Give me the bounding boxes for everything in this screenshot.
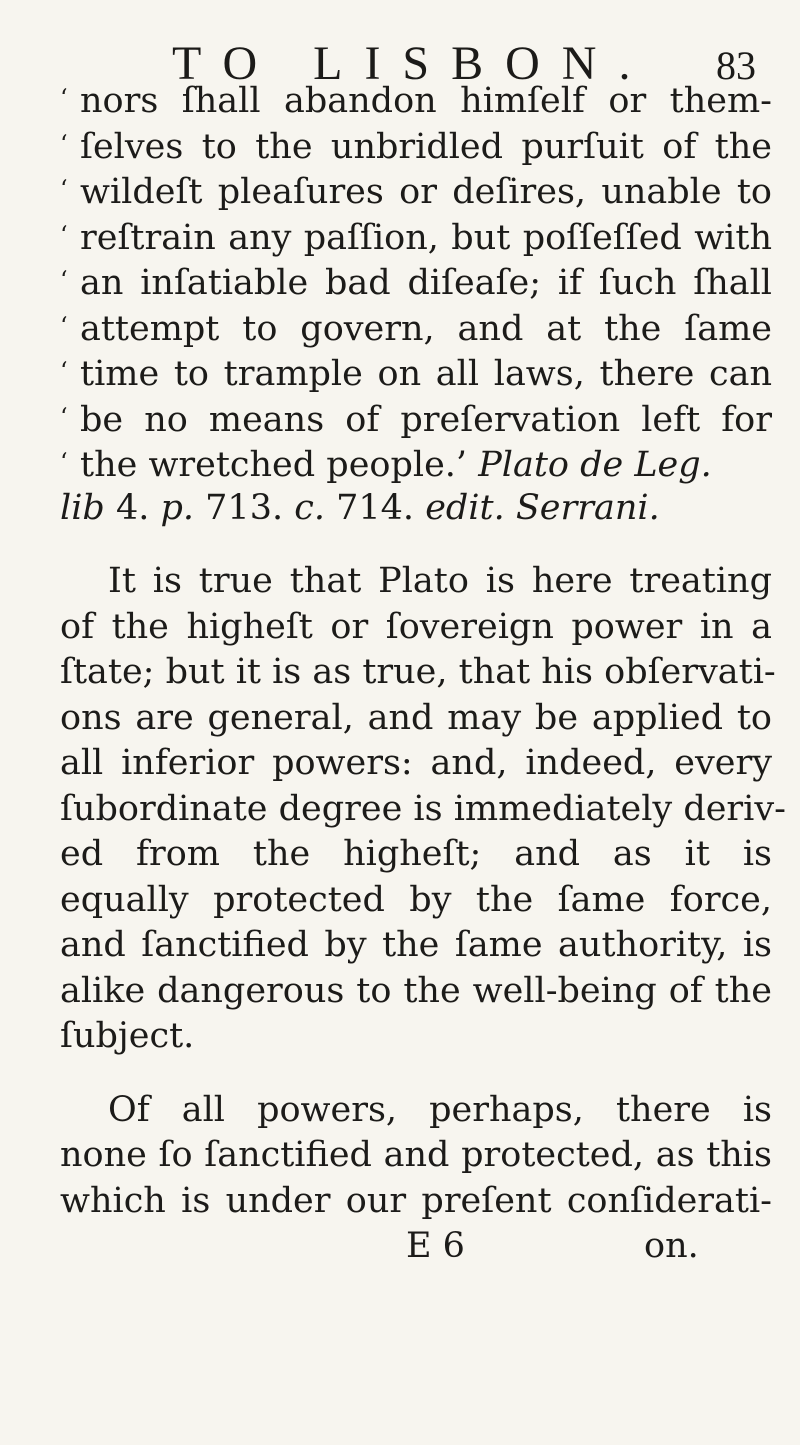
paragraph-gap	[60, 531, 772, 559]
quote-line-text: attempt to govern, and at the ſame	[80, 308, 772, 349]
paragraph-line: ſtate; but it is as true, that his obſervati-	[60, 652, 776, 692]
quote-line	[60, 349, 772, 395]
paragraph-line: which is under our preſent conſiderati-	[60, 1180, 772, 1221]
quotation	[60, 76, 772, 531]
quote-line-text: ſelves to the unbridled purſuit of the	[80, 126, 772, 167]
quote-line	[60, 213, 772, 259]
quote-line-text: time to trample on all laws, there can	[80, 354, 772, 394]
quote-line-text: an inſatiable bad diſeaſe; if ſuch ſhall	[80, 263, 772, 303]
quote-line-text: wildeſt pleaſures or deſires, unable to	[80, 172, 772, 212]
paragraph-line: all inferior powers: and, indeed, every	[60, 743, 772, 783]
quote-mark: ‘	[60, 129, 68, 158]
paragraph-plato	[60, 559, 786, 1060]
paragraph-line: none ſo ſanctified and protected, as this	[60, 1135, 772, 1175]
paragraph-line: and ſanctified by the ſame authority, is	[60, 925, 772, 965]
quote-mark: ‘	[60, 175, 68, 203]
paragraph-line: equally protected by the ſame force,	[60, 879, 772, 920]
signature-mark: E 6	[406, 1226, 465, 1266]
quote-line	[60, 395, 772, 441]
paragraph-line: It is true that Plato is here treating	[108, 561, 772, 601]
citation-title: Plato de Leg.	[478, 445, 712, 485]
quote-line	[60, 440, 772, 486]
citation-c: c.	[294, 487, 325, 528]
quote-mark: ‘	[60, 448, 68, 476]
footer-line	[60, 1224, 772, 1270]
quote-line	[60, 304, 772, 350]
quote-line-text: reſtrain any paſſion, but poſſeſſed with	[80, 217, 772, 258]
citation-lib: lib	[60, 487, 105, 528]
quote-mark: ‘	[60, 220, 68, 249]
paragraph-line: ſubordinate degree is immediately deriv-	[60, 788, 786, 829]
quote-mark: ‘	[60, 311, 68, 340]
paragraph-line: alike dangerous to the well-being of the	[60, 970, 772, 1011]
citation-edition: edit. Serrani.	[425, 487, 660, 528]
paragraph-line: of the higheſt or ſovereign power in a	[60, 606, 772, 647]
quote-mark: ‘	[60, 266, 68, 294]
citation-p: p.	[160, 487, 195, 528]
quote-mark: ‘	[60, 84, 68, 112]
paragraph-line: ed from the higheſt; and as it is	[60, 834, 772, 874]
quote-line	[60, 76, 772, 122]
quote-line-text: be no means of preſervation left for	[80, 399, 772, 440]
citation-book: 4.	[115, 487, 150, 528]
quote-line	[60, 167, 772, 213]
quote-line-text: nors ſhall abandon himſelf or them-	[80, 81, 772, 121]
citation-section: 714.	[336, 487, 415, 528]
body-text	[60, 76, 786, 1270]
citation-page: 713.	[205, 487, 284, 528]
quote-line-text: the wretched people.’	[80, 445, 468, 485]
paragraph-powers	[60, 1088, 772, 1225]
quote-mark: ‘	[60, 402, 68, 431]
paragraph-line: Of all powers, perhaps, there is	[108, 1089, 772, 1130]
paragraph-line: ſubject.	[60, 1016, 195, 1056]
page-number: 83	[716, 43, 756, 88]
quote-line	[60, 122, 772, 168]
quote-line	[60, 258, 772, 304]
running-title: TO LISBON.	[172, 37, 653, 90]
paragraph-gap	[60, 1060, 772, 1088]
citation-line	[60, 486, 772, 532]
paragraph-line: ons are general, and may be applied to	[60, 697, 772, 738]
quote-mark: ‘	[60, 357, 68, 385]
catchword: on.	[644, 1226, 699, 1266]
